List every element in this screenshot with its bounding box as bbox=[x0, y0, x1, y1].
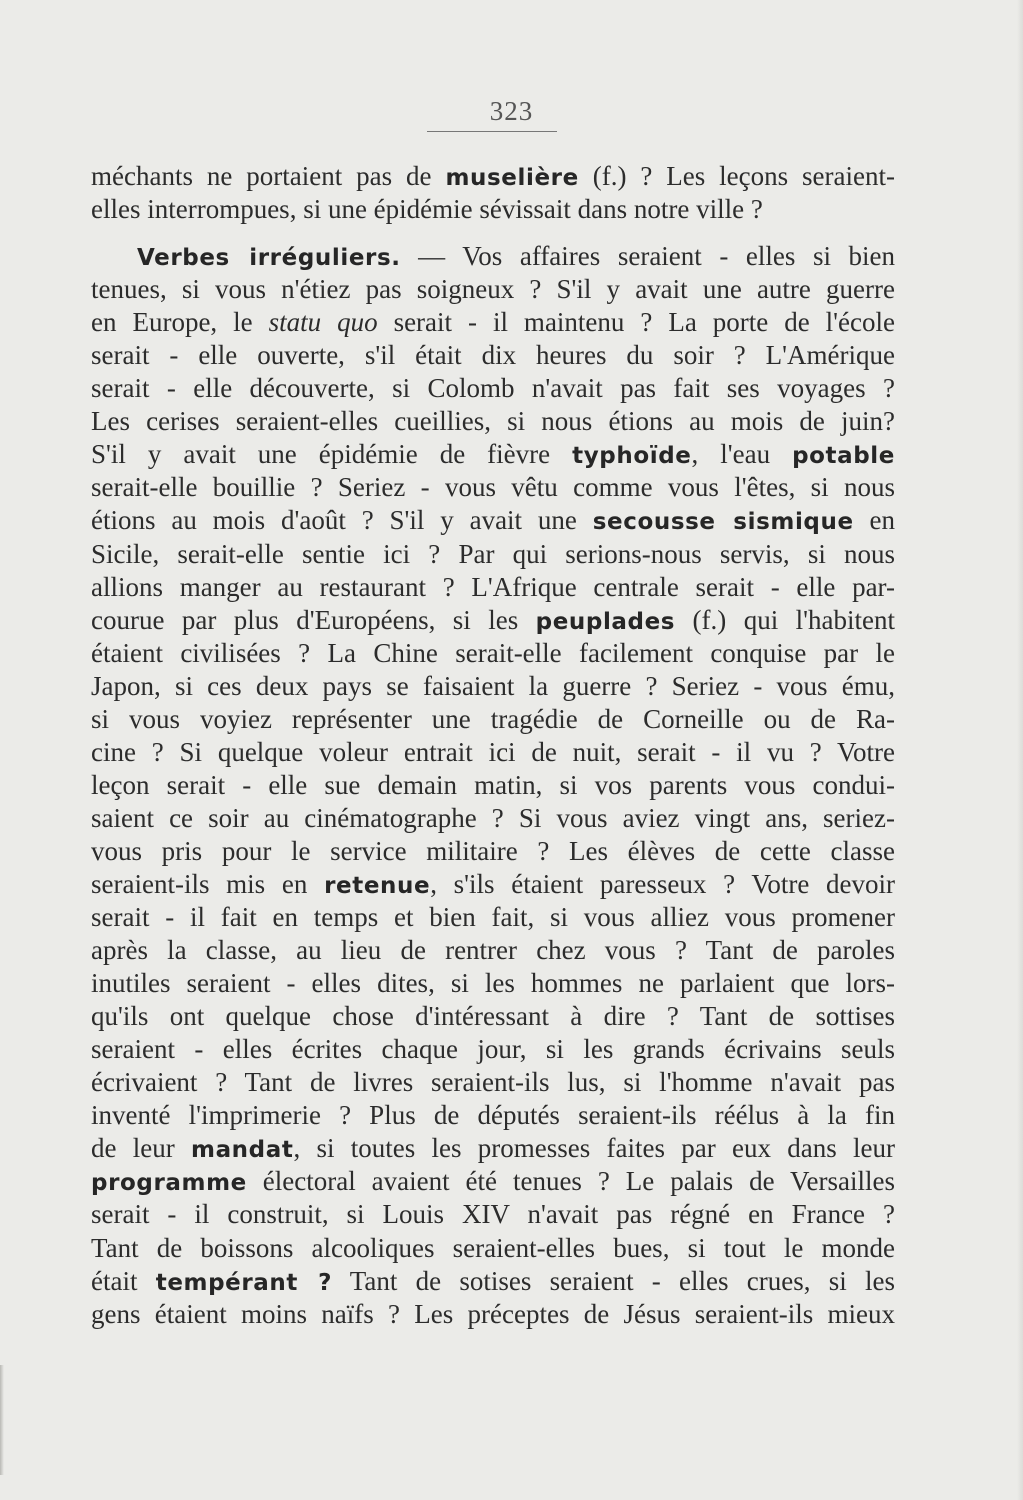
text-line: de leur mandat, si toutes les promesses faites par eux dans leur bbox=[91, 1133, 895, 1164]
text-line: si vous voyiez représenter une tragédie de Corneille ou de Ra- bbox=[91, 703, 895, 734]
body-text bbox=[91, 160, 895, 1331]
bold-term: programme bbox=[91, 1170, 247, 1197]
text-line: leçon serait - elle sue demain matin, si vos parents vous condui- bbox=[91, 769, 895, 800]
text-line: Sicile, serait-elle sentie ici ? Par qui serions-nous servis, si nous bbox=[91, 538, 895, 569]
page-edge-shadow bbox=[0, 1365, 4, 1475]
bold-term: mandat bbox=[191, 1137, 294, 1164]
text-line: qu'ils ont quelque chose d'intéressant à dire ? Tant de sottises bbox=[91, 1001, 895, 1032]
text-line: Verbes irréguliers. — Vos affaires seraient - elles si bien bbox=[137, 241, 895, 272]
text-line: Tant de boissons alcooliques seraient-elles bues, si tout le monde bbox=[91, 1232, 895, 1263]
text-line: S'il y avait une épidémie de fièvre typhoïde, l'eau potable bbox=[91, 439, 895, 470]
page-number: 323 bbox=[489, 96, 534, 126]
italic-term: statu quo bbox=[268, 307, 378, 338]
text-line: étaient civilisées ? La Chine serait-elle facilement conquise par le bbox=[91, 637, 895, 668]
text-line: après la classe, au lieu de rentrer chez vous ? Tant de paroles bbox=[91, 935, 895, 966]
text-line: serait - elle ouverte, s'il était dix heures du soir ? L'Amérique bbox=[91, 340, 895, 371]
bold-term: secousse sismique bbox=[592, 509, 854, 536]
text-line: seraient-ils mis en retenue, s'ils étaient paresseux ? Votre devoir bbox=[91, 868, 896, 899]
text-line: inventé l'imprimerie ? Plus de députés seraient-ils réélus à la fin bbox=[91, 1100, 895, 1131]
text-line: serait-elle bouillie ? Seriez - vous vêtu comme vous l'êtes, si nous bbox=[91, 472, 895, 503]
section-heading: Verbes irréguliers. bbox=[137, 245, 401, 272]
text-line: gens étaient moins naïfs ? Les préceptes de Jésus seraient-ils mieux bbox=[91, 1298, 895, 1329]
bold-term: peuplades bbox=[535, 608, 676, 635]
bold-term: potable bbox=[792, 443, 895, 470]
text-line: inutiles seraient - elles dites, si les hommes ne parlaient que lors- bbox=[91, 968, 895, 999]
text-line: tenues, si vous n'étiez pas soigneux ? S'il y avait une autre guerre bbox=[91, 274, 895, 305]
text-line: courue par plus d'Européens, si les peuplades (f.) qui l'habitent bbox=[91, 604, 895, 635]
text-line: programme électoral avaient été tenues ? Le palais de Versailles bbox=[91, 1166, 895, 1197]
text-line: était tempérant ? Tant de sotises seraient - elles crues, si les bbox=[91, 1265, 895, 1296]
page-number-rule bbox=[427, 131, 557, 132]
bold-term: muselière bbox=[445, 165, 579, 191]
text-line: serait - elle découverte, si Colomb n'avait pas fait ses voyages ? bbox=[91, 373, 895, 404]
bold-term: retenue bbox=[324, 872, 431, 899]
bold-term: typhoïde bbox=[572, 443, 692, 470]
text-line: étions au mois d'août ? S'il y avait une secousse sismique en bbox=[91, 505, 895, 536]
page-fold-shadow bbox=[1017, 0, 1023, 1500]
text-line: Les cerises seraient-elles cueillies, si nous étions au mois de juin? bbox=[91, 406, 895, 437]
text-line: seraient - elles écrites chaque jour, si les grands écrivains seuls bbox=[91, 1034, 895, 1065]
text-line: écrivaient ? Tant de livres seraient-ils lus, si l'homme n'avait pas bbox=[91, 1067, 895, 1098]
text-line: elles interrompues, si une épidémie sévissait dans notre ville ? bbox=[91, 194, 763, 225]
text-line: en Europe, le statu quo serait - il maintenu ? La porte de l'école bbox=[91, 307, 895, 338]
text-line: serait - il construit, si Louis XIV n'avait pas régné en France ? bbox=[91, 1199, 895, 1230]
text-line: cine ? Si quelque voleur entrait ici de nuit, serait - il vu ? Votre bbox=[91, 736, 895, 767]
bold-term: tempérant ? bbox=[155, 1269, 333, 1296]
text-line: saient ce soir au cinématographe ? Si vous aviez vingt ans, seriez- bbox=[91, 802, 895, 833]
text-line: vous pris pour le service militaire ? Les élèves de cette classe bbox=[91, 835, 895, 866]
text-line: méchants ne portaient pas de muselière (f.) ? Les leçons seraient- bbox=[91, 161, 895, 191]
text-line: Japon, si ces deux pays se faisaient la guerre ? Seriez - vous ému, bbox=[91, 670, 895, 701]
text-line: allions manger au restaurant ? L'Afrique centrale serait - elle par- bbox=[91, 571, 895, 602]
text-line: serait - il fait en temps et bien fait, si vous alliez vous promener bbox=[91, 902, 895, 933]
